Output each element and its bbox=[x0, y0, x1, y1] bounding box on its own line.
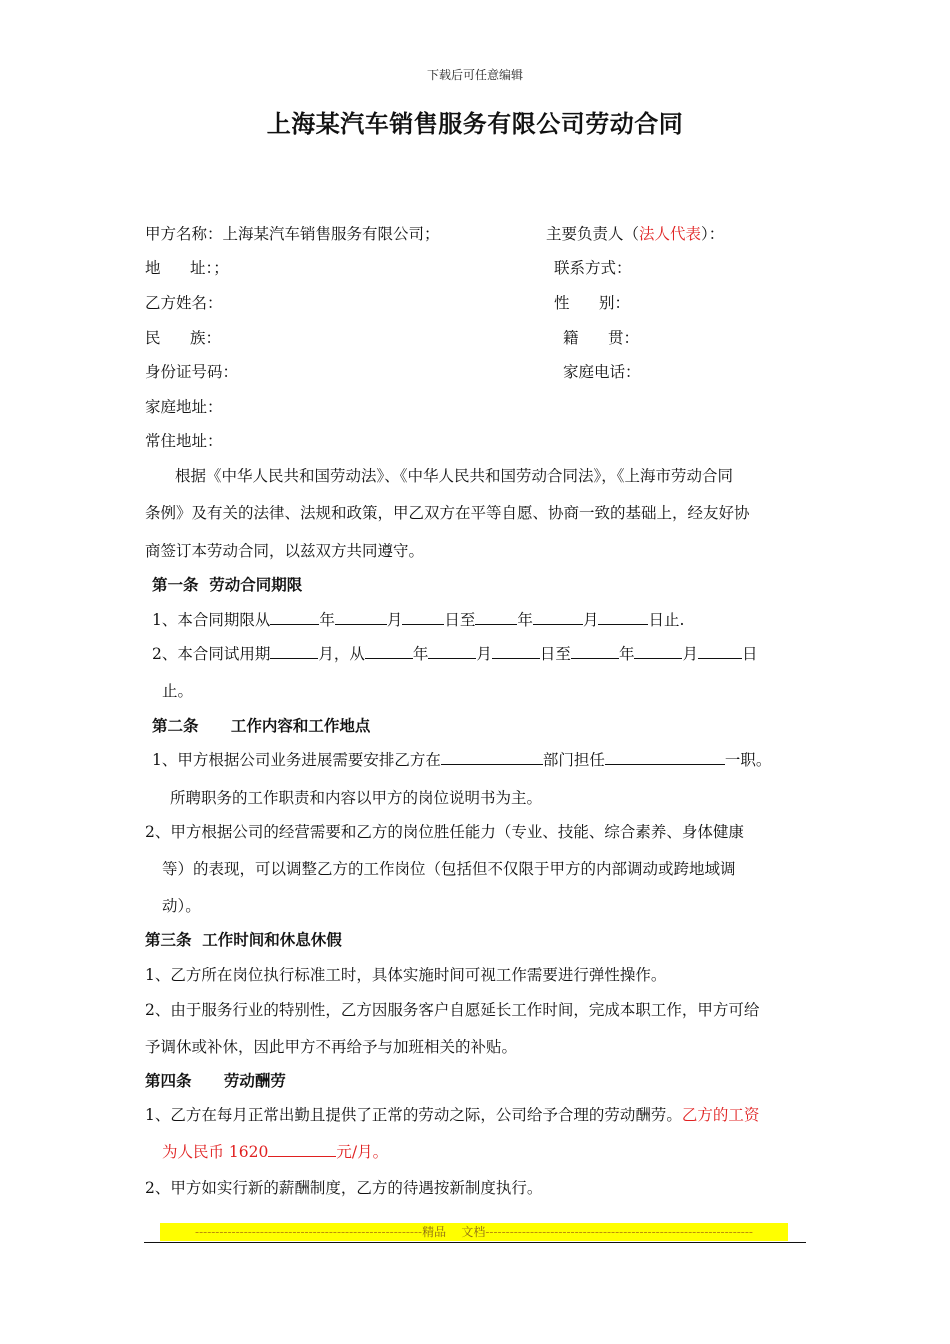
article-3-line-2-cont: 予调休或补休，因此甲方不再给予与加班相关的补贴。 bbox=[145, 1038, 518, 1056]
blank-line bbox=[634, 644, 682, 659]
principal-suffix: ）： bbox=[701, 225, 725, 243]
principal-label: 主要负责人（ bbox=[546, 225, 640, 243]
text-segment: 月 bbox=[582, 611, 599, 629]
blank-line bbox=[402, 610, 444, 625]
party-a-name: 甲方名称：上海某汽车销售服务有限公司； bbox=[145, 225, 440, 243]
article-4-line-1 bbox=[145, 1105, 759, 1125]
article-2-line-2-cont-1: 等）的表现，可以调整乙方的工作岗位（包括但不仅限于甲方的内部调动或跨地域调 bbox=[162, 860, 736, 878]
blank-line bbox=[268, 1142, 336, 1157]
text-segment: 年 bbox=[517, 611, 533, 629]
header-note: 下载后可任意编辑 bbox=[426, 68, 523, 82]
preamble-line-1: 根据《中华人民共和国劳动法》、《中华人民共和国劳动合同法》，《上海市劳动合同 bbox=[175, 467, 734, 485]
gender-field: 性 别： bbox=[554, 294, 631, 312]
text-segment: 月 bbox=[682, 645, 698, 663]
native-place-field: 籍 贯： bbox=[563, 329, 640, 347]
blank-line bbox=[270, 644, 318, 659]
text-segment: 年 bbox=[618, 645, 635, 663]
blank-line bbox=[492, 644, 540, 659]
preamble-line-2: 条例》及有关的法律、法规和政策，甲乙双方在平等自愿、协商一致的基础上，经友好协 bbox=[145, 504, 750, 522]
blank-line bbox=[270, 610, 319, 625]
home-address-field: 家庭地址： bbox=[145, 398, 223, 416]
article-2-line-2-cont-2: 动）。 bbox=[162, 897, 201, 915]
text-segment: 日至 bbox=[444, 611, 476, 629]
article-3-line-2: 2、由于服务行业的特别性，乙方因服务客户自愿延长工作时间，完成本职工作，甲方可给 bbox=[145, 1001, 760, 1019]
salary-highlight: 乙方的工资 bbox=[681, 1106, 760, 1124]
text-segment: 年 bbox=[319, 611, 335, 629]
ethnicity-field: 民 族： bbox=[145, 329, 222, 347]
article-1-line-1 bbox=[152, 610, 684, 630]
preamble-line-3: 商签订本劳动合同，以兹双方共同遵守。 bbox=[145, 542, 425, 560]
text-segment: 日止. bbox=[648, 611, 685, 629]
text-segment: 部门担任 bbox=[542, 751, 605, 769]
article-1-title: 第一条 劳动合同期限 bbox=[152, 576, 303, 594]
text-segment: 2、本合同试用期 bbox=[152, 645, 271, 663]
footer-banner bbox=[160, 1223, 788, 1241]
blank-line bbox=[428, 644, 476, 659]
blank-line bbox=[335, 610, 387, 625]
text-segment: 月 bbox=[386, 611, 403, 629]
footer-dashes-right: ------------------------------------------------------------------ bbox=[485, 1225, 753, 1239]
blank-line bbox=[533, 610, 583, 625]
footer-divider bbox=[144, 1242, 806, 1243]
footer-dashes-left: -------------------------------------------------------- bbox=[195, 1225, 423, 1239]
text-segment: 月，从 bbox=[318, 645, 365, 663]
principal-highlight: 法人代表 bbox=[639, 225, 702, 243]
blank-line bbox=[475, 610, 517, 625]
footer-text: 精品 文档 bbox=[422, 1225, 486, 1239]
text-segment: 1、乙方在每月正常出勤且提供了正常的劳动之际，公司给予合理的劳动酬劳。 bbox=[145, 1106, 682, 1124]
article-2-title: 第二条 工作内容和工作地点 bbox=[152, 717, 371, 735]
article-3-line-1: 1、乙方所在岗位执行标准工时，具体实施时间可视工作需要进行弹性操作。 bbox=[145, 966, 667, 984]
residence-field: 常住地址： bbox=[145, 432, 223, 450]
blank-line bbox=[441, 750, 543, 765]
text-segment: 日至 bbox=[539, 645, 571, 663]
article-1-line-2-cont: 止。 bbox=[162, 682, 194, 700]
article-3-title: 第三条 工作时间和休息休假 bbox=[145, 931, 342, 949]
contact-field: 联系方式： bbox=[554, 259, 632, 277]
article-2-line-1-cont: 所聘职务的工作职责和内容以甲方的岗位说明书为主。 bbox=[170, 789, 543, 807]
text-segment: 月 bbox=[476, 645, 492, 663]
article-4-line-2: 2、甲方如实行新的薪酬制度，乙方的待遇按新制度执行。 bbox=[145, 1179, 543, 1197]
blank-line bbox=[365, 644, 413, 659]
page-title: 上海某汽车销售服务有限公司劳动合同 bbox=[266, 110, 684, 138]
article-1-line-2 bbox=[152, 644, 757, 664]
blank-line bbox=[571, 644, 619, 659]
text-segment: 1、甲方根据公司业务进展需要安排乙方在 bbox=[152, 751, 441, 769]
blank-line bbox=[698, 644, 742, 659]
salary-amount: 为人民币 1620 bbox=[162, 1143, 269, 1161]
text-segment: 一职。 bbox=[724, 751, 772, 769]
principal-field bbox=[546, 224, 724, 244]
text-segment: 日 bbox=[741, 645, 758, 663]
home-phone-field: 家庭电话： bbox=[563, 363, 641, 381]
party-b-name: 乙方姓名： bbox=[145, 294, 223, 312]
article-2-line-1 bbox=[152, 750, 771, 770]
text-segment: 年 bbox=[412, 645, 429, 663]
blank-line bbox=[598, 610, 648, 625]
address-field: 地 址：； bbox=[145, 259, 229, 277]
article-4-title: 第四条 劳动酬劳 bbox=[145, 1072, 286, 1090]
article-4-line-1-cont bbox=[162, 1142, 388, 1162]
id-number-field: 身份证号码： bbox=[145, 363, 239, 381]
article-2-line-2: 2、甲方根据公司的经营需要和乙方的岗位胜任能力（专业、技能、综合素养、身体健康 bbox=[145, 823, 744, 841]
text-segment: 1、本合同期限从 bbox=[152, 611, 271, 629]
salary-unit: 元/月。 bbox=[336, 1143, 389, 1161]
blank-line bbox=[605, 750, 725, 765]
